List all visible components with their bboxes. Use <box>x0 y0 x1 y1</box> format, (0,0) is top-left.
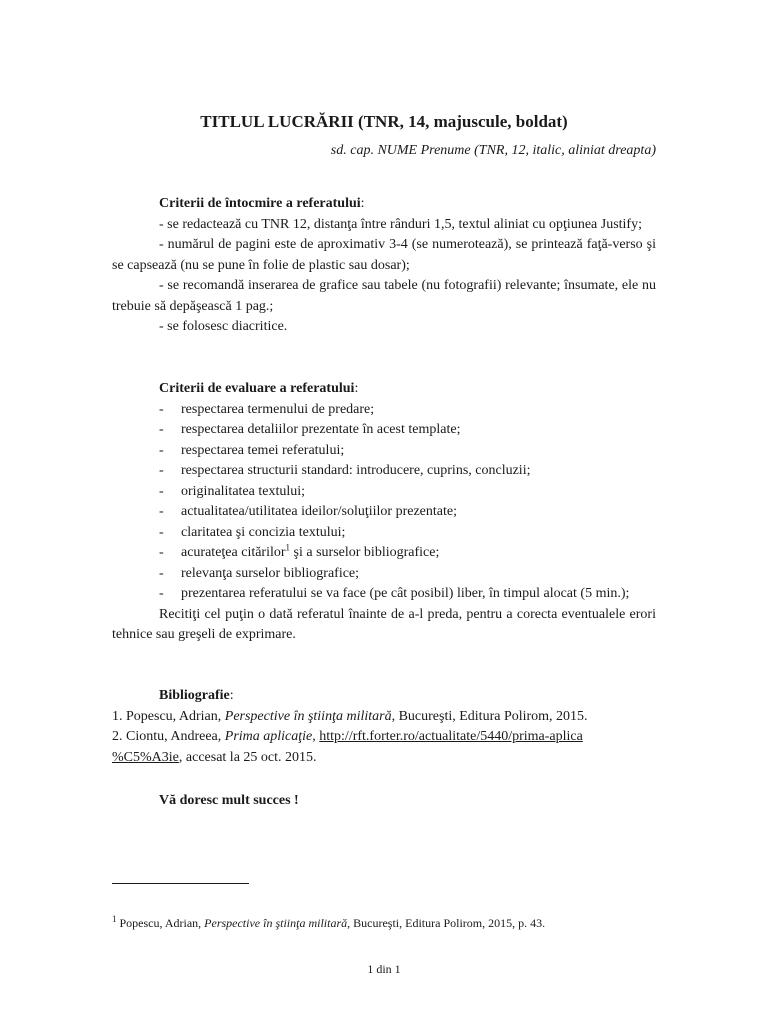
entry-url-link[interactable]: %C5%A3ie <box>112 749 179 765</box>
footnote-number: 1 <box>112 914 117 924</box>
criteria-line: - se recomandă inserarea de grafice sau tabele (nu fotografii) relevante; însumate, ele nu trebuie să depăşească 1 pag.; <box>112 278 656 314</box>
list-item-text: relevanţa surselor bibliografice; <box>181 565 360 581</box>
list-item <box>112 482 656 503</box>
list-dash: - <box>159 463 164 478</box>
list-item <box>112 502 656 523</box>
section-evaluation-criteria <box>112 379 656 646</box>
closing-advice: Recitiţi cel puţin o dată referatul înainte de a-l preda, pentru a corecta eventualele erori tehnice sau greşeli de exprimare. <box>112 606 656 642</box>
closing-wish-block <box>112 791 656 812</box>
section-heading-text: Criterii de întocmire a referatului <box>159 196 361 211</box>
section-drafting-criteria <box>112 194 656 338</box>
list-item <box>112 400 656 421</box>
section-heading <box>112 379 656 400</box>
page-number: 1 din 1 <box>367 962 401 976</box>
list-item-text: respectarea temei referatului; <box>181 442 345 458</box>
list-item <box>112 564 656 585</box>
list-item-text: respectarea termenului de predare; <box>181 401 375 417</box>
entry-url-link[interactable]: http://rft.forter.ro/actualitate/5440/prima-aplica <box>319 729 583 744</box>
list-dash: - <box>159 422 164 437</box>
list-dash: - <box>159 565 164 581</box>
entry-title: Prima aplicaţie <box>224 729 313 744</box>
bibliography-entry <box>112 727 656 748</box>
footnote <box>112 916 545 931</box>
footnote-separator <box>112 883 249 884</box>
heading-colon: : <box>229 688 234 703</box>
list-item-text: şi a surselor bibliografice; <box>290 545 440 560</box>
entry-author: 2. Ciontu, Andreea, <box>112 729 225 744</box>
footnote-author: Popescu, Adrian, <box>116 916 205 930</box>
list-dash: - <box>159 545 164 560</box>
heading-colon: : <box>354 381 359 396</box>
evaluation-list <box>112 400 656 605</box>
bibliography-entry-continued <box>112 748 656 769</box>
list-dash: - <box>159 504 164 519</box>
footnote-publisher: , Bucureşti, Editura Polirom, 2015, p. 43. <box>347 916 546 930</box>
list-item <box>112 420 656 441</box>
list-dash: - <box>159 483 164 499</box>
list-item <box>112 543 656 564</box>
bibliography-heading-text: Bibliografie <box>159 688 230 703</box>
list-dash: - <box>159 401 164 417</box>
section-heading-text: Criterii de evaluare a referatului <box>159 381 355 396</box>
list-item-text: originalitatea textului; <box>181 483 306 499</box>
list-item <box>112 441 656 462</box>
entry-author: 1. Popescu, Adrian, <box>112 708 225 724</box>
list-item-text: prezentarea referatului se va face (pe cât posibil) liber, în timpul alocat (5 min.); <box>181 586 630 601</box>
document-title: TITLUL LUCRĂRII (TNR, 14, majuscule, boldat) <box>200 112 568 131</box>
list-item-text: acurateţea citărilor <box>181 545 286 560</box>
bibliography-section <box>112 686 656 768</box>
entry-title: Perspective în ştiinţa militară <box>224 708 392 724</box>
list-dash: - <box>159 442 164 458</box>
bibliography-heading <box>112 686 656 707</box>
footnote-ref[interactable]: 1 <box>285 542 291 553</box>
list-dash: - <box>159 524 164 540</box>
entry-access-date: , accesat la 25 oct. 2015. <box>178 749 317 765</box>
criteria-line: - numărul de pagini este de aproximativ 3-4 (se numerotează), se printează faţă-verso şi se capsează (nu se pune în folie de plastic sau dosar); <box>112 237 656 273</box>
criteria-line: - se redactează cu TNR 12, distanţa între rânduri 1,5, textul aliniat cu opţiunea Justify; <box>159 216 642 232</box>
list-item-text: respectarea detaliilor prezentate în acest template; <box>181 422 461 437</box>
closing-wish: Vă doresc mult succes ! <box>159 793 299 808</box>
bibliography-entry <box>112 707 656 728</box>
entry-publisher: , Bucureşti, Editura Polirom, 2015. <box>391 708 588 724</box>
section-heading <box>112 194 656 215</box>
list-item-text: actualitatea/utilitatea ideilor/soluţiilor prezentate; <box>181 504 457 519</box>
entry-separator: , <box>312 729 320 744</box>
author-line: sd. cap. NUME Prenume (TNR, 12, italic, aliniat dreapta) <box>330 143 656 158</box>
list-item-text: claritatea şi concizia textului; <box>181 524 346 540</box>
heading-colon: : <box>360 196 365 211</box>
list-item <box>112 584 656 605</box>
criteria-line: - se folosesc diacritice. <box>159 319 288 334</box>
list-item <box>112 461 656 482</box>
list-dash: - <box>159 586 164 601</box>
list-item-text: respectarea structurii standard: introducere, cuprins, concluzii; <box>181 463 531 478</box>
list-item <box>112 523 656 544</box>
footnote-title: Perspective în ştiinţa militară <box>204 916 348 930</box>
